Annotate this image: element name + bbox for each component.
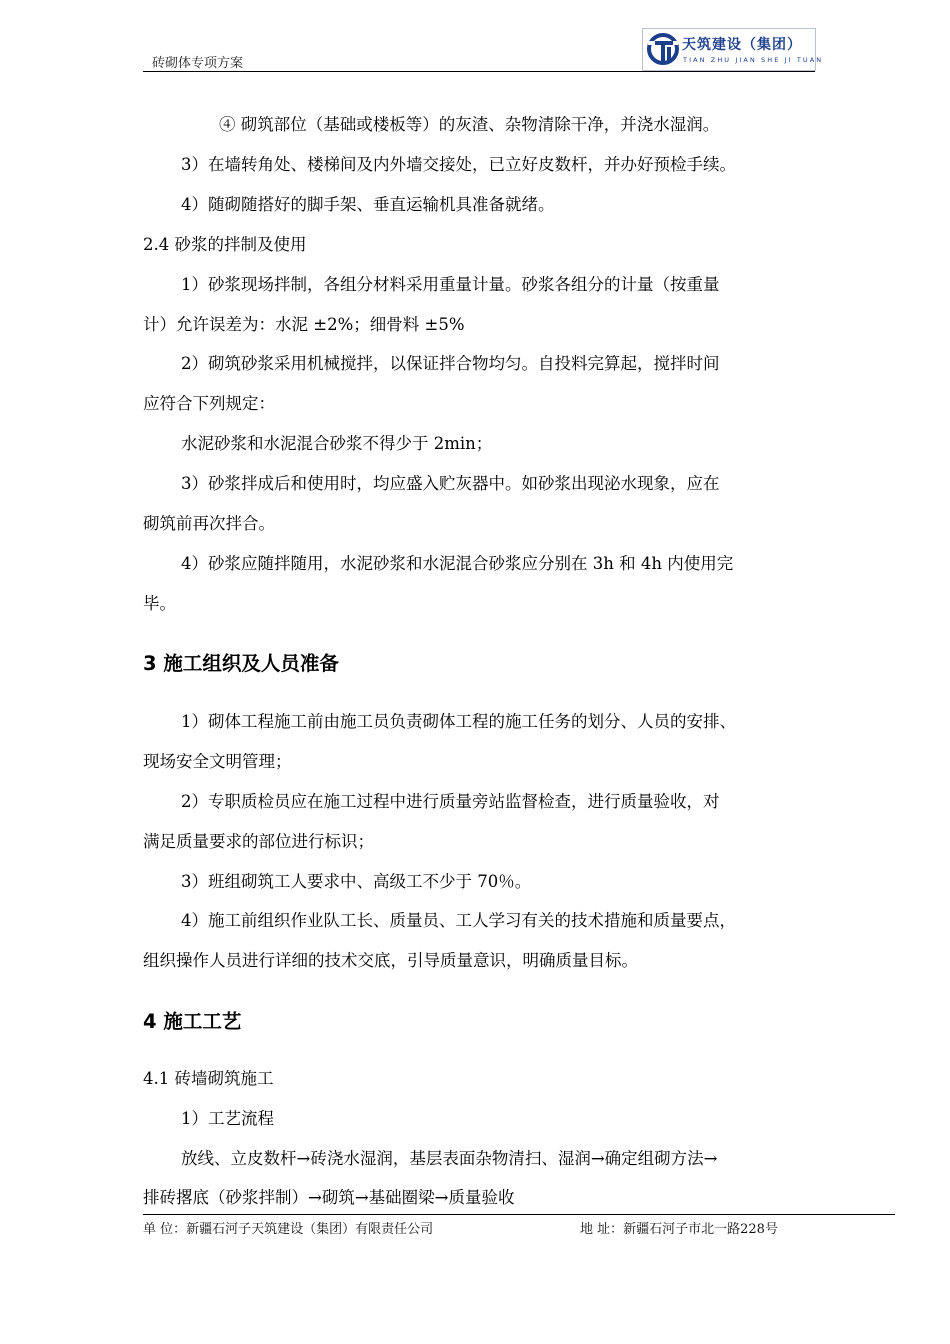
paragraph-line: 2）专职质检员应在施工过程中进行质量旁站监督检查，进行质量验收，对 (181, 792, 720, 811)
paragraph-line: 放线、立皮数杆→砖浇水湿润，基层表面杂物清扫、湿润→确定组砌方法→ (181, 1149, 718, 1168)
header-divider (143, 71, 815, 72)
paragraph-line: 计）允许误差为：水泥 ±2%；细骨料 ±5% (143, 315, 465, 334)
logo-name-cn: 天筑建设（集团） (682, 37, 802, 53)
paragraph-line: 砌筑前再次拌合。 (143, 514, 275, 533)
paragraph-line: 2）砌筑砂浆采用机械搅拌，以保证拌合物均匀。自投料完算起，搅拌时间 (181, 354, 720, 373)
subsection-title: 2.4 砂浆的拌制及使用 (143, 235, 307, 254)
paragraph-line: 应符合下列规定： (143, 394, 275, 413)
paragraph-line: 3）班组砌筑工人要求中、高级工不少于 70％。 (181, 872, 532, 891)
subsection-title: 4.1 砖墙砌筑施工 (143, 1069, 274, 1088)
paragraph-line: 1）工艺流程 (181, 1109, 274, 1128)
paragraph-line: ④ 砌筑部位（基础或楼板等）的灰渣、杂物清除干净，并浇水湿润。 (219, 115, 720, 134)
paragraph-line: 排砖撂底（砂浆拌制）→砌筑→基础圈梁→质量验收 (143, 1188, 515, 1207)
footer-address: 地 址：新疆石河子市北一路228号 (580, 1222, 778, 1237)
logo-name-en: TIAN ZHU JIAN SHE JI TUAN (683, 56, 824, 64)
section-heading: 4 施工工艺 (143, 1010, 242, 1033)
paragraph-line: 3）在墙转角处、楼梯间及内外墙交接处，已立好皮数杆，并办好预检手续。 (181, 155, 736, 174)
paragraph-line: 4）砂浆应随拌随用，水泥砂浆和水泥混合砂浆应分别在 3h 和 4h 内使用完 (181, 554, 734, 573)
paragraph-line: 3）砂浆拌成后和使用时，均应盛入贮灰器中。如砂浆出现泌水现象，应在 (181, 474, 720, 493)
footer-divider (143, 1214, 895, 1215)
company-logo (642, 28, 824, 71)
paragraph-line: 1）砌体工程施工前由施工员负责砌体工程的施工任务的划分、人员的安排、 (181, 712, 736, 731)
company-logo-icon (646, 32, 680, 66)
footer-company: 单 位：新疆石河子天筑建设（集团）有限责任公司 (143, 1222, 434, 1237)
paragraph-line: 1）砂浆现场拌制，各组分材料采用重量计量。砂浆各组分的计量（按重量 (181, 275, 720, 294)
paragraph-line: 毕。 (143, 594, 176, 613)
paragraph-line: 现场安全文明管理； (143, 752, 292, 771)
header-title: 砖砌体专项方案 (152, 56, 244, 71)
section-heading: 3 施工组织及人员准备 (143, 652, 339, 675)
paragraph-line: 满足质量要求的部位进行标识； (143, 832, 374, 851)
paragraph-line: 水泥砂浆和水泥混合砂浆不得少于 2min； (181, 434, 493, 453)
paragraph-line: 组织操作人员进行详细的技术交底，引导质量意识，明确质量目标。 (143, 951, 638, 970)
paragraph-line: 4）施工前组织作业队工长、质量员、工人学习有关的技术措施和质量要点， (181, 911, 736, 930)
paragraph-line: 4）随砌随搭好的脚手架、垂直运输机具准备就绪。 (181, 195, 555, 214)
